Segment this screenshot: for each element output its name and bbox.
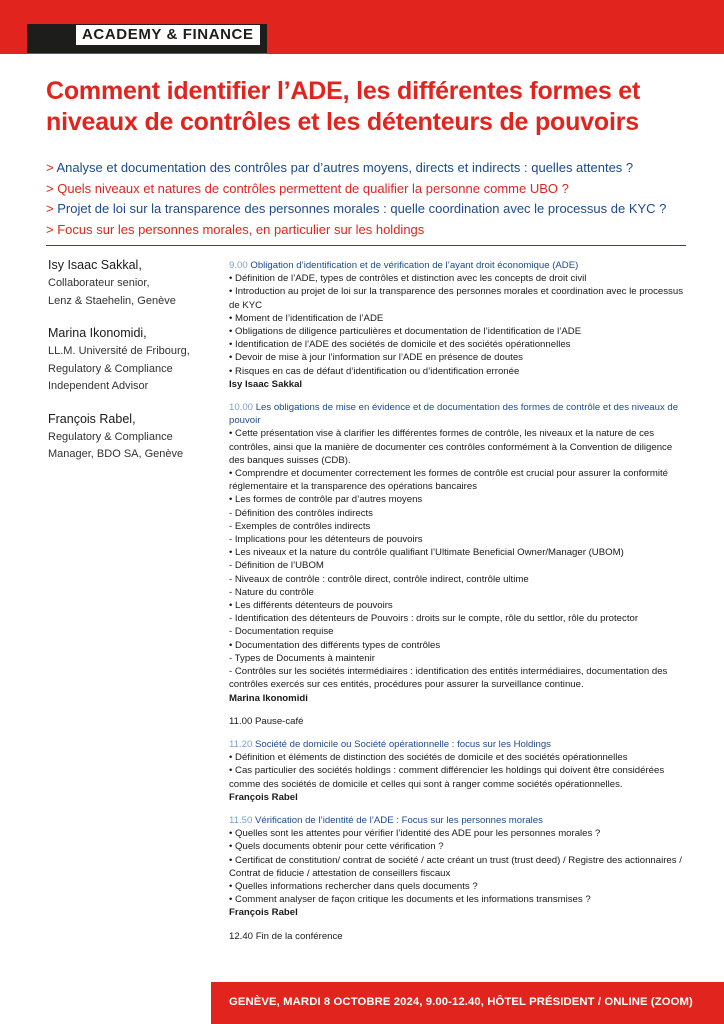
session-item: • Comprendre et documenter correctement les formes de contrôle est crucial pour assurer la conformité réglementaire et la transparence des opérations bancaires bbox=[229, 468, 668, 493]
program-session bbox=[229, 814, 689, 920]
brand-label: ACADEMY & FINANCE bbox=[76, 25, 260, 45]
question-text: Quels niveaux et natures de contrôles permettent de qualifier la personne comme UBO ? bbox=[57, 180, 569, 196]
question-item bbox=[46, 199, 706, 220]
speaker-entry bbox=[48, 324, 218, 396]
session-heading bbox=[229, 715, 689, 728]
session-speaker: François Rabel bbox=[229, 907, 298, 919]
session-item: - Contrôles sur les sociétés intermédiaires : identification des entités intermédiaires, documentation des contrôles exercés sur ces entités, procédures pour assurer la surveillance continue. bbox=[229, 666, 668, 691]
session-item: - Nature du contrôle bbox=[229, 586, 314, 598]
speaker-affiliation: Independent Advisor bbox=[48, 380, 149, 392]
speaker-affiliation: Manager, BDO SA, Genève bbox=[48, 448, 184, 460]
session-item: • Définition de l’ADE, types de contrôles et distinction avec les concepts de droit civil bbox=[229, 273, 587, 285]
question-item bbox=[46, 179, 706, 200]
session-title: Les obligations de mise en évidence et de documentation des formes de contrôle et des niveaux de pouvoir bbox=[229, 402, 679, 427]
session-time: 11.20 bbox=[229, 738, 253, 750]
session-item: • Les niveaux et la nature du contrôle qualifiant l’Ultimate Beneficial Owner/Manager (UBOM) bbox=[229, 547, 624, 559]
speaker-entry bbox=[48, 410, 218, 464]
session-item: • Devoir de mise à jour l’information sur l’ADE en présence de doutes bbox=[229, 352, 523, 364]
session-time: 11.00 bbox=[229, 715, 253, 727]
speaker-affiliation: LL.M. Université de Fribourg, bbox=[48, 345, 190, 357]
arrow-icon: > bbox=[46, 201, 58, 216]
page-title: Comment identifier l’ADE, les différentes formes et niveaux de contrôles et les détenteurs de pouvoirs bbox=[46, 77, 641, 136]
divider bbox=[46, 245, 686, 246]
question-item bbox=[46, 220, 706, 241]
session-time: 12.40 bbox=[229, 930, 254, 942]
session-title: Société de domicile ou Société opérationnelle : focus sur les Holdings bbox=[254, 738, 551, 750]
speaker-affiliation: Lenz & Staehelin, Genève bbox=[48, 294, 176, 307]
speakers-column bbox=[48, 256, 218, 478]
session-heading bbox=[229, 930, 689, 943]
question-text: Projet de loi sur la transparence des personnes morales : quelle coordination avec le processus de KYC ? bbox=[57, 201, 667, 216]
session-item: • Risques en cas de défaut d’identification ou d’identification erronée bbox=[229, 365, 520, 377]
session-item: • Quelles sont les attentes pour vérifier l’identité des ADE pour les personnes morales ? bbox=[229, 828, 601, 840]
key-questions-list bbox=[46, 158, 706, 240]
speaker-affiliation: Regulatory & Compliance bbox=[48, 430, 173, 443]
speaker-name: Isy Isaac Sakkal, bbox=[48, 258, 142, 272]
session-heading bbox=[229, 259, 689, 272]
session-title: Vérification de l’identité de l’ADE : Focus sur les personnes morales bbox=[254, 814, 543, 826]
session-item: - Définition des contrôles indirects bbox=[229, 507, 373, 519]
session-item: • Les formes de contrôle par d’autres moyens bbox=[229, 494, 423, 506]
speaker-name: François Rabel, bbox=[48, 411, 136, 426]
session-heading bbox=[229, 814, 689, 827]
session-heading bbox=[229, 738, 689, 751]
session-item: • Introduction au projet de loi sur la transparence des personnes morales et coordination avec le processus de KYC bbox=[229, 286, 683, 311]
program-session bbox=[229, 715, 689, 728]
session-item: • Moment de l’identification de l’ADE bbox=[229, 312, 384, 324]
question-text: Focus sur les personnes morales, en particulier sur les holdings bbox=[57, 221, 425, 237]
session-time: 10.00 bbox=[229, 402, 254, 414]
question-text: Analyse et documentation des contrôles par d’autres moyens, directs et indirects : quelles attentes ? bbox=[56, 160, 634, 175]
session-item: - Niveaux de contrôle : contrôle direct, contrôle indirect, contrôle ultime bbox=[229, 573, 529, 585]
session-item: - Définition de l’UBOM bbox=[229, 560, 324, 572]
arrow-icon: > bbox=[46, 221, 58, 237]
question-item bbox=[46, 158, 706, 179]
speaker-name: Marina Ikonomidi, bbox=[48, 326, 147, 340]
speaker-affiliation: Collaborateur senior, bbox=[48, 277, 150, 289]
program-session bbox=[229, 401, 689, 705]
footer-banner bbox=[211, 982, 724, 1024]
speaker-entry bbox=[48, 256, 218, 310]
arrow-icon: > bbox=[46, 180, 58, 196]
event-details: GENÈVE, MARDI 8 OCTOBRE 2024, 9.00-12.40, HÔTEL PRÉSIDENT / ONLINE (ZOOM) bbox=[229, 996, 693, 1008]
program-session bbox=[229, 259, 689, 391]
session-title: Fin de la conférence bbox=[255, 930, 343, 942]
session-item: • Définition et éléments de distinction des sociétés de domicile et des sociétés opérationnelles bbox=[229, 752, 628, 764]
session-item: • Comment analyser de façon critique les documents et les informations transmises ? bbox=[229, 894, 591, 906]
session-item: - Identification des détenteurs de Pouvoirs : droits sur le compte, rôle du settlor, rôle du protector bbox=[229, 613, 639, 625]
session-item: • Identification de l’ADE des sociétés de domicile et des sociétés opérationnelles bbox=[229, 339, 571, 351]
program-session bbox=[229, 930, 689, 943]
session-item: - Exemples de contrôles indirects bbox=[229, 520, 371, 532]
session-item: • Cas particulier des sociétés holdings : comment différencier les holdings qui doivent être considérées comme des sociétés de domicile et celles qui sont à ranger comme sociétés opérationnelles. bbox=[229, 765, 665, 790]
session-item: • Les différents détenteurs de pouvoirs bbox=[229, 600, 393, 612]
arrow-icon: > bbox=[46, 160, 57, 175]
session-time: 11.50 bbox=[229, 814, 253, 826]
session-item: • Quels documents obtenir pour cette vérification ? bbox=[229, 841, 444, 853]
speaker-affiliation: Regulatory & Compliance bbox=[48, 362, 173, 375]
session-title: Obligation d’identification et de vérification de l’ayant droit économique (ADE) bbox=[250, 260, 579, 271]
session-speaker: Marina Ikonomidi bbox=[229, 692, 308, 704]
session-item: • Quelles informations rechercher dans quels documents ? bbox=[229, 880, 478, 892]
session-item: - Implications pour les détenteurs de pouvoirs bbox=[229, 534, 423, 546]
session-speaker: François Rabel bbox=[229, 791, 298, 803]
program-column bbox=[229, 259, 689, 953]
session-item: - Documentation requise bbox=[229, 626, 334, 638]
session-item: - Types de Documents à maintenir bbox=[229, 652, 375, 664]
session-heading bbox=[229, 401, 689, 427]
session-item: • Obligations de diligence particulières et documentation de l’identification de l’ADE bbox=[229, 326, 582, 338]
session-time: 9.00 bbox=[229, 260, 248, 271]
session-item: • Cette présentation vise à clarifier les différentes formes de contrôle, les niveaux et la nature de ces contrôles, ainsi que la manière de documenter ces contrôles conformément à la Convention de diligence des banques suisses (CDB). bbox=[229, 428, 673, 466]
session-speaker: Isy Isaac Sakkal bbox=[229, 378, 303, 390]
session-title: Pause-café bbox=[254, 715, 304, 727]
program-session bbox=[229, 738, 689, 804]
session-item: • Certificat de constitution/ contrat de société / acte créant un trust (trust deed) / Registre des actionnaires / Contrat de fiducie / attestation de conseillers fiscaux bbox=[229, 854, 682, 879]
session-item: • Documentation des différents types de contrôles bbox=[229, 639, 441, 651]
